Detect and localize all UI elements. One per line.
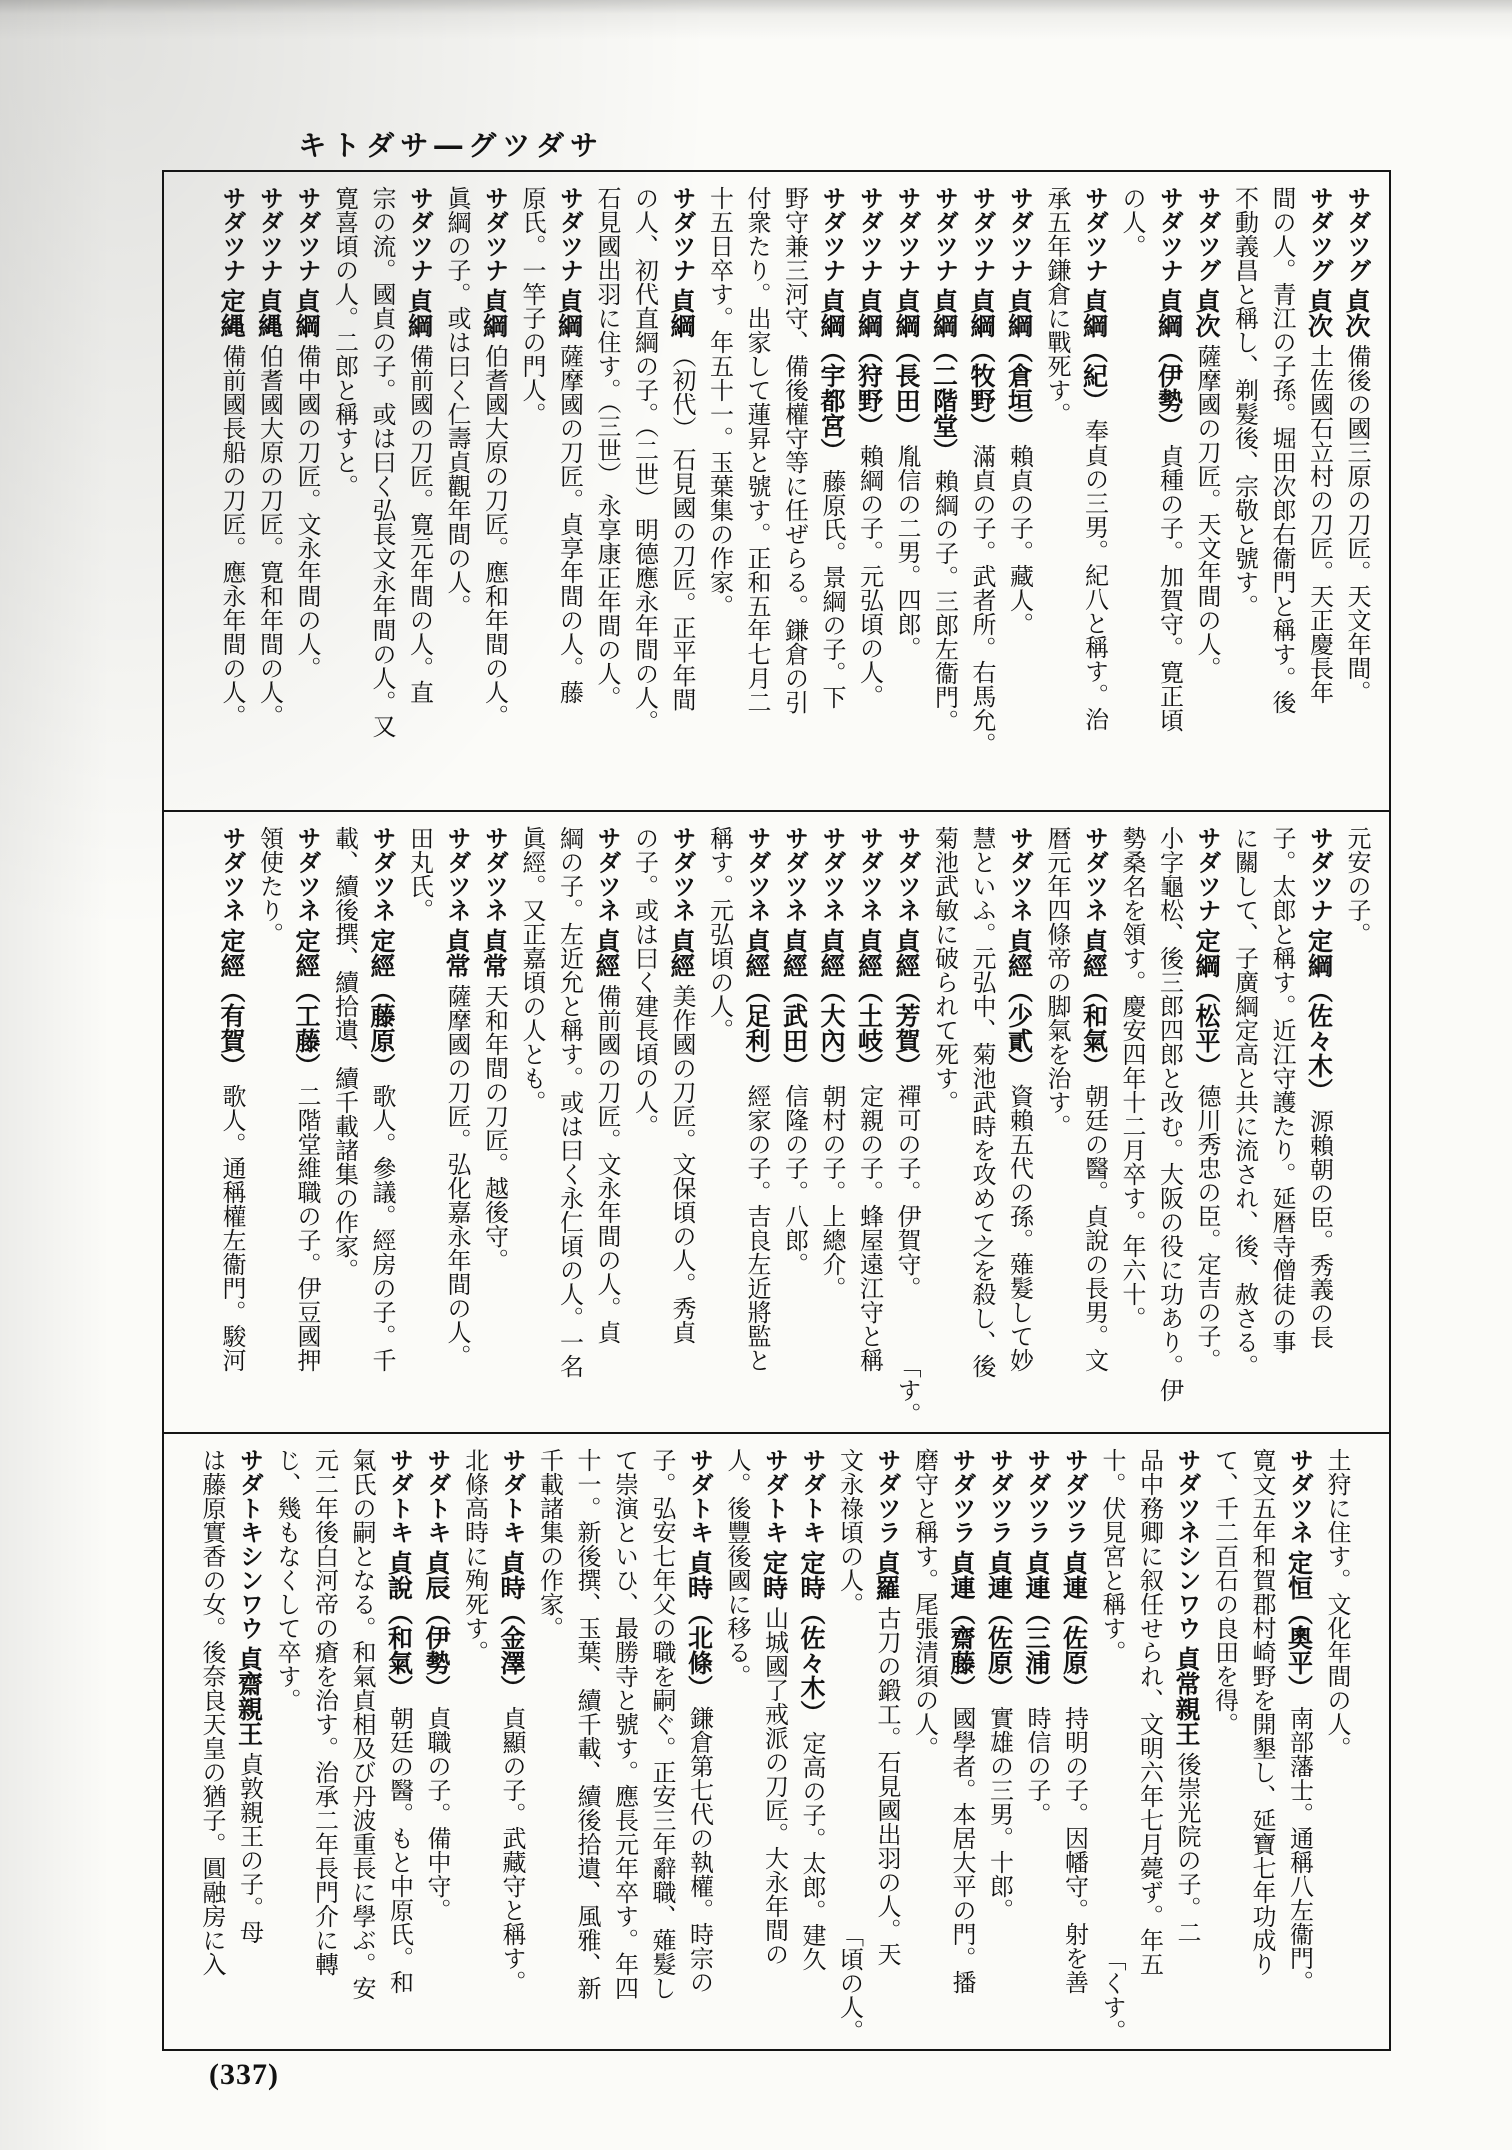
- entry-text: 綱の子。左近允と稱す。或は曰く永仁頃の人。一名: [555, 826, 584, 1378]
- continuation-column: [1038, 826, 1076, 1426]
- entry-headword: 貞經: [667, 928, 696, 978]
- entry-column: [213, 826, 251, 1426]
- entry-reading: サダトキ: [685, 1448, 714, 1544]
- continuation-column: [325, 186, 363, 804]
- continuation-column: [738, 186, 776, 804]
- entry-headword: 貞經（和氣）: [1079, 928, 1109, 1078]
- entry-column: [868, 1448, 906, 2043]
- entry-headword: 定綱（松平）: [1192, 928, 1221, 1078]
- entry-text: 間の人。青江の子孫。堀田次郎右衞門と稱す。後: [1268, 186, 1296, 714]
- continuation-column: [193, 1448, 231, 2043]
- entry-column: [1168, 1448, 1206, 2043]
- entry-headword: 定縄: [217, 288, 246, 338]
- entry-column: [1338, 186, 1376, 804]
- entry-headword: 貞綱（長田）: [892, 288, 921, 438]
- continuation-column: [250, 826, 288, 1426]
- entry-text: 經家の子。吉良左近將監と: [743, 1084, 771, 1372]
- entry-column: [1188, 186, 1226, 804]
- entry-text: 後崇光院の子。二: [1173, 1752, 1201, 1944]
- continuation-column: [625, 186, 663, 804]
- continuation-column: [643, 1448, 681, 2043]
- continuation-column: [1093, 1448, 1131, 2043]
- entry-reading: サダツネ: [443, 826, 471, 922]
- entry-reading: サダツナ: [555, 186, 584, 282]
- entry-headword: 貞經: [592, 928, 621, 978]
- entry-reading: サダツナ: [218, 186, 246, 282]
- entry-headword: 貞綱: [667, 288, 696, 338]
- entry-reading: サダツグ: [1343, 186, 1371, 282]
- entry-text: 氣氏の嗣となる。和氣貞相及び丹波重長に學ぶ。安: [348, 1448, 376, 2000]
- entry-text: 領使たり。: [255, 826, 284, 946]
- entry-text: 持明の子。因幡守。射を善: [1060, 1706, 1089, 1994]
- entry-text: （初代） 石見國の刀匠。正平年間: [668, 344, 696, 712]
- entry-text: 子。太郎と稱す。近江守護たり。延暦寺僧徒の事: [1268, 826, 1296, 1354]
- entry-column: [418, 1448, 456, 2043]
- entry-headword: 貞常: [479, 928, 509, 978]
- entry-headword: 貞常親王: [1172, 1646, 1201, 1746]
- continuation-column: [1130, 1448, 1168, 2043]
- entry-text: 承五年鎌倉に戰死す。: [1043, 186, 1071, 426]
- entry-headword: 貞次: [1192, 288, 1221, 338]
- entry-reading: サダツラ: [1060, 1448, 1089, 1544]
- entry-column: [250, 186, 288, 804]
- entry-headword: 貞辰（伊勢）: [422, 1550, 451, 1700]
- entry-text: 伯耆國大原の刀匠。應和年間の人。: [480, 344, 509, 728]
- entry-headword: 貞經（土岐）: [854, 928, 884, 1078]
- entry-text: 備後の國三原の刀匠。天文年間。: [1343, 344, 1371, 704]
- entry-reading: サダツネ: [1005, 826, 1034, 922]
- entry-headword: 貞羅: [872, 1550, 901, 1600]
- entry-headword: 貞綱（二階堂）: [929, 288, 959, 463]
- entry-text: の人。: [1118, 186, 1146, 258]
- entry-text: て、千二百石の良田を得。: [1210, 1448, 1239, 1736]
- entry-text: 十一。新後撰、玉葉、續千載、續後拾遺、風雅、新: [573, 1448, 601, 2000]
- entry-reading: サダツグ: [1305, 186, 1334, 282]
- entry-text: 十。伏見宮と稱す。: [1098, 1448, 1126, 1664]
- entry-reading: サダツナ: [1155, 186, 1184, 282]
- entry-text: 子。弘安七年父の職を嗣ぐ。正安三年辭職、薙髮し: [648, 1448, 676, 2000]
- entry-reading: サダツナ: [893, 186, 921, 282]
- entry-reading: サダツネ: [818, 826, 846, 922]
- entry-reading: サダツネ: [780, 826, 809, 922]
- entry-column: [550, 186, 588, 804]
- continuation-column: [1225, 186, 1263, 804]
- entry-reading: サダツネ: [218, 826, 246, 922]
- continuation-column: [1243, 1448, 1281, 2043]
- entry-text: 文永祿頃の人。: [835, 1448, 864, 1616]
- entry-headword: 定經（工藤）: [292, 928, 321, 1078]
- entry-reading: サダツネ: [855, 826, 884, 922]
- continuation-column: [1113, 186, 1151, 804]
- entry-headword: 貞經（武田）: [779, 928, 809, 1078]
- entry-column: [1075, 186, 1113, 804]
- entry-column: [813, 826, 851, 1426]
- continuation-column: [513, 186, 551, 804]
- entry-column: [850, 826, 888, 1426]
- entry-column: [475, 826, 513, 1426]
- entry-reading: サダツネ: [293, 826, 321, 922]
- entry-headword: 貞時（北條）: [684, 1550, 714, 1700]
- entry-headword: 貞經（足利）: [742, 928, 771, 1078]
- entry-text: 北條高時に殉死す。: [460, 1448, 489, 1664]
- entry-reading: サダツネ: [480, 826, 509, 922]
- carryover-text: 「す。: [893, 1354, 921, 1426]
- continuation-column: [605, 1448, 643, 2043]
- entry-reading: サダツナ: [405, 186, 434, 282]
- continuation-column: [963, 826, 1001, 1426]
- continuation-column: [1038, 186, 1076, 804]
- entry-headword: 貞連（佐原）: [1059, 1550, 1089, 1700]
- entry-headword: 貞綱（牧野）: [967, 288, 996, 438]
- entry-column: [230, 1448, 268, 2043]
- entry-reading: サダトキ: [760, 1448, 789, 1544]
- entry-text: 南部藩士。通稱八左衞門。: [1285, 1706, 1314, 1994]
- entry-headword: 貞綱: [554, 288, 584, 338]
- entry-headword: 定恒（奧平）: [1284, 1550, 1314, 1700]
- entry-reading: サダツネ: [593, 826, 621, 922]
- entry-headword: 貞綱（紀）: [1079, 288, 1109, 413]
- entry-reading: サダツナ: [1080, 186, 1109, 282]
- entry-column: [475, 186, 513, 804]
- carryover-text: 「頃の人。: [835, 1923, 864, 2043]
- entry-headword: 貞次: [1342, 288, 1371, 338]
- entry-reading: サダツナ: [818, 186, 846, 282]
- entry-headword: 貞綱（狩野）: [854, 288, 884, 438]
- entry-text: 資賴五代の孫。薙髮して妙: [1005, 1084, 1034, 1372]
- entry-text: の子。或は曰く建長頃の人。: [630, 826, 659, 1138]
- entry-reading: サダツナ: [255, 186, 284, 282]
- carryover-text: 「くす。: [1098, 1947, 1126, 2043]
- section-middle: [164, 810, 1389, 1432]
- entry-headword: 貞綱: [292, 288, 321, 338]
- entry-column: [493, 1448, 531, 2043]
- entry-text: 信隆の子。八郎。: [780, 1084, 809, 1276]
- entry-column: [213, 186, 251, 804]
- entry-headword: 貞時（金澤）: [497, 1550, 526, 1700]
- entry-reading: サダツナ: [1193, 826, 1221, 922]
- continuation-column: [513, 826, 551, 1426]
- continuation-column: [1225, 826, 1263, 1426]
- entry-text: 定高の子。太郎。建久: [798, 1731, 826, 1971]
- entry-text: 元二年後白河帝の瘡を治す。治承二年長門介に轉: [310, 1448, 339, 1976]
- entry-column: [888, 186, 926, 804]
- entry-reading: サダツナ: [480, 186, 509, 282]
- entry-text: に關して、子廣綱定高と共に流され、後、赦さる。: [1230, 826, 1259, 1378]
- entry-text: 貞顯の子。武藏守と稱す。: [498, 1706, 526, 1994]
- entry-text: 不動義昌と稱し、剃髮後、宗敬と號す。: [1230, 186, 1259, 618]
- entry-reading: サダトキ: [385, 1448, 414, 1544]
- entry-text: 賴綱の子。元弘頃の人。: [855, 444, 884, 708]
- entry-text: は藤原實香の女。後奈良天皇の猶子。圓融房に入: [198, 1448, 226, 1976]
- entry-column: [963, 186, 1001, 804]
- entry-text: 載、續後撰、續拾遺、續千載諸集の作家。: [330, 826, 359, 1282]
- continuation-column: [588, 186, 626, 804]
- entry-column: [1075, 826, 1113, 1426]
- entry-text: 眞綱の子。或は曰く仁壽貞觀年間の人。: [443, 186, 471, 618]
- entry-text: 奉貞の三男。紀八と稱す。治: [1080, 419, 1109, 731]
- entry-reading: サダツグ: [1193, 186, 1221, 282]
- entry-reading: サダトキシンワウ: [235, 1448, 264, 1640]
- entry-text: 宗の流。國貞の子。或は曰く弘長文永年間の人。又: [368, 186, 396, 738]
- entry-column: [663, 826, 701, 1426]
- entry-reading: サダツラ: [873, 1448, 901, 1544]
- entry-headword: 貞說（和氣）: [384, 1550, 414, 1700]
- continuation-column: [455, 1448, 493, 2043]
- entry-text: 田丸氏。: [405, 826, 434, 922]
- continuation-column: [1263, 826, 1301, 1426]
- entry-headword: 貞次: [1304, 288, 1334, 338]
- entry-column: [943, 1448, 981, 2043]
- continuation-column: [305, 1448, 343, 2043]
- entry-headword: 貞經（大內）: [817, 928, 846, 1078]
- entry-column: [1000, 826, 1038, 1426]
- entry-headword: 貞經（芳賀）: [892, 928, 921, 1078]
- entry-text: 暦元年四條帝の脚氣を治す。: [1043, 826, 1071, 1138]
- entry-headword: 貞綱: [479, 288, 509, 338]
- entry-reading: サダトキ: [423, 1448, 451, 1544]
- entry-text: 勢桑名を領す。慶安四年十二月卒す。年六十。: [1118, 826, 1146, 1330]
- entry-text: 賴貞の子。藏人。: [1005, 444, 1034, 636]
- entry-text: 慧といふ。元弘中、菊池武時を攻めて之を殺し、後: [968, 826, 996, 1378]
- entry-column: [793, 1448, 831, 2043]
- entry-column: [680, 1448, 718, 2043]
- entry-column: [1280, 1448, 1318, 2043]
- entry-text: 朝廷の醫。もと中原氏。和: [385, 1706, 414, 1994]
- entry-column: [813, 186, 851, 804]
- continuation-column: [1150, 826, 1188, 1426]
- entry-column: [1000, 186, 1038, 804]
- continuation-column: [363, 186, 401, 804]
- continuation-column: [1205, 1448, 1243, 2043]
- entry-column: [775, 826, 813, 1426]
- entry-column: [755, 1448, 793, 2043]
- entry-column: [438, 826, 476, 1426]
- entry-reading: サダツナ: [1005, 186, 1034, 282]
- entry-text: 土佐國石立村の刀匠。天正慶長年: [1305, 344, 1334, 704]
- entry-column: [1300, 826, 1338, 1426]
- entry-column: [288, 186, 326, 804]
- entry-column: [738, 826, 776, 1426]
- continuation-column: [925, 826, 963, 1426]
- entry-reading: サダツナ: [293, 186, 321, 282]
- entry-column: [288, 826, 326, 1426]
- entry-text: 貞種の子。加賀守。寛正頃: [1155, 444, 1184, 732]
- entry-text: 薩摩國の刀匠。天文年間の人。: [1193, 344, 1221, 680]
- entry-text: 山城國了戒派の刀匠。大永年間の: [760, 1606, 789, 1966]
- entry-text: 天和年間の刀匠。越後守。: [480, 984, 509, 1272]
- entry-text: 歌人。通稱權左衞門。駿河: [218, 1084, 246, 1372]
- entry-column: [380, 1448, 418, 2043]
- entry-reading: サダツラ: [948, 1448, 976, 1544]
- entry-headword: 貞綱（宇都宮）: [817, 288, 846, 463]
- entry-headword: 貞常: [442, 928, 471, 978]
- entry-reading: サダツナ: [855, 186, 884, 282]
- entry-text: 備前國の刀匠。寛元年間の人。直: [405, 344, 434, 704]
- entry-text: 美作國の刀匠。文保頃の人。秀貞: [668, 984, 696, 1344]
- entry-text: 源賴朝の臣。秀義の長: [1305, 1109, 1334, 1349]
- entry-column: [400, 186, 438, 804]
- entry-column: [1018, 1448, 1056, 2043]
- continuation-column: [830, 1448, 868, 2043]
- entry-text: 貞職の子。備中守。: [423, 1706, 451, 1922]
- continuation-column: [1113, 826, 1151, 1426]
- entry-text: 付衆たり。出家して蓮昇と號す。正和五年七月二: [743, 186, 771, 714]
- entry-text: 薩摩國の刀匠。弘化嘉永年間の人。: [443, 984, 471, 1368]
- entry-text: 眞經。又正嘉頃の人とも。: [518, 826, 546, 1114]
- continuation-column: [718, 1448, 756, 2043]
- entry-column: [888, 826, 926, 1426]
- entry-text: 定親の子。蜂屋遠江守と稱: [855, 1084, 884, 1372]
- entry-reading: サダツラ: [1023, 1448, 1051, 1544]
- entry-column: [850, 186, 888, 804]
- entry-headword: 定綱（佐々木）: [1304, 928, 1334, 1103]
- continuation-column: [438, 186, 476, 804]
- entry-text: 稱す。元弘頃の人。: [705, 826, 734, 1042]
- entry-headword: 定經（藤原）: [367, 928, 396, 1078]
- entry-text: 胤信の二男。四郎。: [893, 444, 921, 660]
- entry-text: 藤原氏。景綱の子。下: [818, 469, 846, 709]
- entry-text: 貞敦親王の子。母: [235, 1752, 264, 1944]
- entry-headword: 貞經（少貳）: [1004, 928, 1034, 1078]
- entry-text: 朝村の子。上總介。: [818, 1084, 846, 1300]
- entry-headword: 定時: [759, 1550, 789, 1600]
- entry-text: の人、初代直綱の子。（二世） 明德應永年間の人。: [630, 186, 659, 734]
- entry-text: 古刀の鍛工。石見國出羽の人。天: [873, 1606, 901, 1966]
- entry-headword: 貞齋親王: [234, 1646, 264, 1746]
- entry-text: 二階堂維職の子。伊豆國押: [293, 1084, 321, 1372]
- entry-reading: サダトキ: [498, 1448, 526, 1544]
- entry-text: 國學者。本居大平の門。播: [948, 1706, 976, 1994]
- entry-text: 實雄の三男。十郎。: [985, 1706, 1014, 1922]
- entry-column: [1300, 186, 1338, 804]
- entry-reading: サダツネ: [668, 826, 696, 922]
- entry-text: 禪可の子。伊賀守。: [893, 1084, 921, 1300]
- entry-text: 野守兼三河守、備後權守等に任ぜらる。鎌倉の引: [780, 186, 809, 714]
- continuation-column: [550, 826, 588, 1426]
- entry-text: 元安の子。: [1343, 826, 1371, 946]
- entry-column: [925, 186, 963, 804]
- entry-text: 備中國の刀匠。文永年間の人。: [293, 344, 321, 680]
- continuation-column: [1338, 826, 1376, 1426]
- continuation-column: [1263, 186, 1301, 804]
- entry-text: 德川秀忠の臣。定吉の子。: [1193, 1084, 1221, 1372]
- entry-column: [1055, 1448, 1093, 2043]
- continuation-column: [775, 186, 813, 804]
- entry-reading: サダトキ: [798, 1448, 826, 1544]
- entry-text: 品中務卿に叙任せられ、文明六年七月薨ず。年五: [1135, 1448, 1164, 1976]
- entry-text: て崇演といひ、最勝寺と號す。應長元年卒す。年四: [610, 1448, 639, 2000]
- entry-text: 備前國の刀匠。文永年間の人。貞: [593, 984, 621, 1344]
- continuation-column: [568, 1448, 606, 2043]
- entry-text: 千載諸集の作家。: [535, 1448, 564, 1640]
- continuation-column: [268, 1448, 306, 2043]
- continuation-column: [530, 1448, 568, 2043]
- entry-column: [980, 1448, 1018, 2043]
- running-head: サダツグ―サダトキ: [298, 129, 604, 162]
- text-frame: [162, 170, 1391, 2051]
- entry-text: 原氏。一竿子の門人。: [518, 186, 546, 426]
- entry-text: 朝廷の醫。貞說の長男。文: [1080, 1084, 1109, 1372]
- entry-text: 滿貞の子。武者所。右馬允。: [968, 444, 996, 756]
- entry-text: 磨守と稱す。尾張清須の人。: [910, 1448, 939, 1760]
- entry-text: 鎌倉第七代の執權。時宗の: [685, 1706, 714, 1994]
- entry-text: 寛文五年和賀郡村崎野を開墾し、延寶七年功成り: [1248, 1448, 1276, 1976]
- continuation-column: [700, 186, 738, 804]
- continuation-column: [700, 826, 738, 1426]
- entry-reading: サダツネ: [368, 826, 396, 922]
- continuation-column: [400, 826, 438, 1426]
- entry-text: 小字龜松、後三郎四郎と改む。大阪の役に功あり。伊: [1155, 826, 1184, 1402]
- entry-text: 人。後豐後國に移る。: [723, 1448, 751, 1688]
- entry-headword: 定經（有賀）: [217, 928, 246, 1078]
- entry-text: 伯耆國大原の刀匠。寛和年間の人。: [255, 344, 284, 728]
- entry-reading: サダツナ: [930, 186, 959, 282]
- entry-headword: 貞連（三浦）: [1022, 1550, 1051, 1700]
- entry-column: [1150, 186, 1188, 804]
- entry-headword: 貞綱: [404, 288, 434, 338]
- entry-text: 時信の子。: [1023, 1706, 1051, 1826]
- entry-headword: 貞連（齋藤）: [947, 1550, 976, 1700]
- entry-headword: 貞綱（伊勢）: [1154, 288, 1184, 438]
- entry-headword: 貞綱（倉垣）: [1004, 288, 1034, 438]
- entry-text: 菊池武敏に破られて死す。: [930, 826, 959, 1114]
- entry-text: 石見國出羽に住す。（三世） 永享康正年間の人。: [593, 186, 621, 710]
- entry-text: 十五日卒す。年五十一。玉葉集の作家。: [705, 186, 734, 618]
- entry-text: 賴綱の子。三郎左衞門。: [930, 469, 959, 733]
- entry-reading: サダツナ: [1305, 826, 1334, 922]
- entry-text: じ、幾もなくして卒す。: [273, 1448, 301, 1712]
- section-bottom: [164, 1432, 1389, 2049]
- entry-text: 歌人。參議。經房の子。千: [368, 1084, 396, 1372]
- entry-headword: 貞連（佐原）: [984, 1550, 1014, 1700]
- entry-column: [663, 186, 701, 804]
- continuation-column: [625, 826, 663, 1426]
- entry-column: [1188, 826, 1226, 1426]
- entry-column: [588, 826, 626, 1426]
- entry-text: 薩摩國の刀匠。貞享年間の人。藤: [555, 344, 584, 704]
- entry-reading: サダツネ: [1080, 826, 1109, 922]
- continuation-column: [1318, 1448, 1356, 2043]
- entry-reading: サダツラ: [985, 1448, 1014, 1544]
- entry-reading: サダツネ: [743, 826, 771, 922]
- entry-text: 備前國長船の刀匠。應永年間の人。: [218, 344, 246, 728]
- entry-headword: 定時（佐々木）: [797, 1550, 826, 1725]
- continuation-column: [343, 1448, 381, 2043]
- page-number: (337): [209, 2058, 279, 2091]
- entry-reading: サダツネシンワウ: [1173, 1448, 1201, 1640]
- entry-reading: サダツネ: [1285, 1448, 1314, 1544]
- continuation-column: [325, 826, 363, 1426]
- entry-reading: サダツネ: [893, 826, 921, 922]
- section-top: [164, 172, 1389, 810]
- entry-text: 寛喜頃の人。二郎と稱すと。: [330, 186, 359, 498]
- entry-text: 土狩に住す。文化年間の人。: [1323, 1448, 1351, 1760]
- entry-reading: サダツナ: [968, 186, 996, 282]
- entry-reading: サダツナ: [668, 186, 696, 282]
- continuation-column: [905, 1448, 943, 2043]
- entry-column: [363, 826, 401, 1426]
- entry-headword: 貞縄: [254, 288, 284, 338]
